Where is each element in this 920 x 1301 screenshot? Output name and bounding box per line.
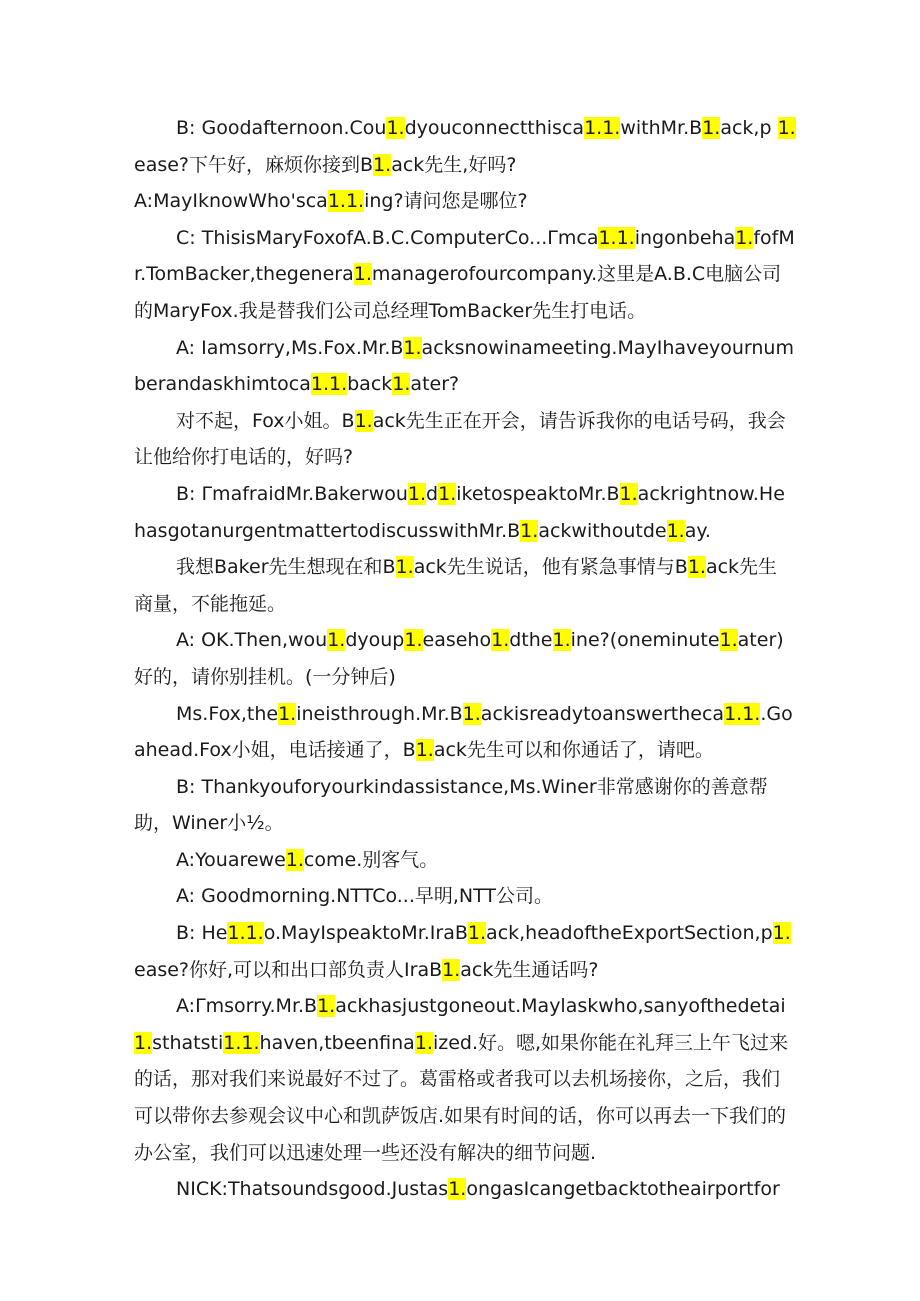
text-segment: fofMr.TomBacker,thegenera (134, 226, 795, 286)
highlight-mark: 1.1. (310, 373, 348, 396)
paragraph-p15 (134, 1171, 796, 1208)
text-segment: o.MayIspeaktoMr.IraB (263, 922, 468, 945)
document-body (134, 110, 796, 1208)
highlight-mark: 1.1. (227, 922, 264, 945)
text-segment: A:Youarewe (176, 848, 286, 871)
paragraph-p8 (134, 622, 796, 695)
paragraph-p5 (134, 403, 796, 476)
highlight-mark: 1. (407, 482, 427, 505)
highlight-mark: 1. (619, 482, 638, 505)
text-segment: dyouconnectthisca (404, 117, 585, 139)
text-segment: d (426, 482, 439, 505)
paragraph-p9 (134, 696, 796, 769)
highlight-mark: 1. (134, 1031, 153, 1054)
text-segment: B: He (176, 922, 228, 945)
highlight-mark: 1.1. (724, 702, 761, 725)
text-segment: ine?(oneminute (570, 629, 720, 652)
highlight-mark: 1. (687, 556, 706, 579)
highlight-mark: 1. (373, 153, 392, 176)
text-segment: ackhasjustgoneout.Maylaskwho,sanyofthedetai (335, 995, 786, 1018)
paragraph-p6 (134, 476, 796, 549)
highlight-mark: 1. (285, 848, 304, 871)
highlight-mark: 1.1. (584, 117, 621, 139)
text-segment: haven,tbeenfina (259, 1031, 415, 1054)
paragraph-p7 (134, 549, 796, 622)
text-segment: ongasIcangetbacktotheairportfor (466, 1178, 780, 1201)
highlight-mark: 1.1. (223, 1031, 260, 1054)
paragraph-p4 (134, 330, 796, 403)
text-segment: iketospeaktoMr.B (456, 482, 620, 505)
text-segment: ack先生正在开会，请告诉我你的电话号码，我会让他给你打电话的，好吗? (134, 409, 786, 469)
text-segment: ingonbeha (634, 226, 736, 249)
highlight-mark: 1. (462, 702, 481, 725)
text-segment: withMr.B (620, 117, 703, 139)
text-segment: .Goahead.Fox小姐，电话接通了，B (134, 702, 793, 762)
highlight-mark: 1. (386, 117, 405, 139)
highlight-mark: 1. (777, 117, 796, 139)
text-segment: Ms.Fox,the (176, 702, 279, 725)
highlight-mark: 1. (354, 409, 373, 432)
text-segment: acksnowinameeting.MayIhaveyournumberandaskhimtoca (134, 336, 794, 396)
text-segment: ack,p (720, 117, 778, 139)
text-segment: A: Goodmorning.NTTCo...早明,NTT公司。 (176, 885, 553, 908)
highlight-mark: 1. (467, 922, 487, 945)
text-segment: managerofourcompany.这里是A.B.C电脑公司的MaryFox.我是替我们公司总经理TomBacker先生打电话。 (134, 263, 782, 322)
highlight-mark: 1. (353, 263, 372, 286)
text-segment: ized.好。嗯,如果你能在礼拜三上午飞过来的话，那对我们来说最好不过了。葛雷格或者我可以去机场接你，之后，我们可以带你去参观会议中心和凯萨饭店.如果有时间的话，你可以再去一下我们的办公室，我们可以迅速处理一些还没有解决的细节问题. (134, 1031, 789, 1164)
text-segment: ease?你好,可以和出口部负责人IraB (134, 958, 443, 981)
text-segment: 我想Baker先生想现在和B (176, 556, 396, 579)
text-segment: C: ThisisMaryFoxofA.B.C.ComputerCo...Γmca (176, 226, 599, 249)
text-segment: B: Goodafternoon.Cou (176, 117, 387, 139)
paragraph-p1 (134, 110, 796, 183)
highlight-mark: 1. (735, 226, 754, 249)
text-segment: B: ΓmafraidMr.Bakerwou (176, 482, 408, 505)
paragraph-p14 (134, 988, 796, 1171)
highlight-mark: 1. (392, 373, 411, 396)
text-segment: B: Thankyouforyourkindassistance,Ms.Winer非常感谢你的善意帮助，Winer小½。 (134, 775, 768, 835)
text-segment: ack先生说话，他有紧急事情与B (413, 556, 688, 579)
highlight-mark: 1. (414, 1031, 433, 1054)
paragraph-p10 (134, 769, 796, 842)
text-segment: ackisreadytoanswertheca (480, 702, 725, 725)
paragraph-p13 (134, 915, 796, 988)
text-segment: A: OK.Then,wou (176, 629, 328, 652)
text-segment: A: Iamsorry,Ms.Fox.Mr.B (176, 336, 404, 359)
text-segment: ack先生通话吗? (460, 958, 599, 981)
text-segment: sthatsti (152, 1031, 224, 1054)
paragraph-p2 (134, 183, 796, 220)
highlight-mark: 1. (552, 629, 571, 652)
text-segment: ack先生可以和你通话了，请吧。 (433, 739, 714, 762)
highlight-mark: 1. (491, 629, 510, 652)
text-segment: ease?下午好，麻烦你接到B (134, 153, 374, 176)
highlight-mark: 1. (395, 556, 414, 579)
text-segment: A:MayIknowWho'sca (134, 190, 328, 213)
highlight-mark: 1. (278, 702, 297, 725)
text-segment: NICK:Thatsoundsgood.Justas (176, 1178, 449, 1201)
highlight-mark: 1. (415, 739, 434, 762)
text-segment: ack先生商量，不能拖延。 (134, 556, 778, 615)
text-segment: dyoup (345, 629, 405, 652)
text-segment: ineisthrough.Mr.B (296, 702, 463, 725)
highlight-mark: 1. (702, 117, 721, 139)
highlight-mark: 1. (666, 519, 685, 542)
text-segment: back (347, 373, 393, 396)
highlight-mark: 1. (317, 995, 336, 1018)
text-segment: come.别客气。 (303, 848, 439, 871)
highlight-mark: 1. (772, 922, 791, 945)
text-segment: ay. (684, 519, 711, 542)
text-segment: ackrightnow.HehasgotanurgentmattertodiscusswithMr.B (134, 482, 785, 542)
text-segment: easeho (422, 629, 492, 652)
highlight-mark: 1. (404, 629, 423, 652)
highlight-mark: 1. (403, 336, 422, 359)
highlight-mark: 1. (448, 1178, 467, 1201)
text-segment: ack,headoftheExportSection,p (486, 922, 773, 945)
highlight-mark: 1. (327, 629, 346, 652)
text-segment: dthe (509, 629, 553, 652)
paragraph-p11 (134, 842, 796, 879)
highlight-mark: 1.1. (598, 226, 635, 249)
highlight-mark: 1.1. (327, 190, 365, 213)
text-segment: A:Γmsorry.Mr.B (176, 995, 318, 1018)
paragraph-p12 (134, 878, 796, 915)
text-segment: 对不起，Fox小姐。B (176, 409, 355, 432)
highlight-mark: 1. (520, 519, 539, 542)
text-segment: ack先生,好吗? (391, 153, 517, 176)
text-segment: ackwithoutde (538, 519, 667, 542)
text-segment: ing?请问您是哪位? (364, 190, 528, 213)
highlight-mark: 1. (438, 482, 457, 505)
text-segment: ater) 好的，请你别挂机。(一分钟后) (134, 629, 784, 688)
text-segment: ater? (410, 373, 460, 396)
highlight-mark: 1. (442, 958, 461, 981)
highlight-mark: 1. (719, 629, 738, 652)
paragraph-p3 (134, 220, 796, 330)
